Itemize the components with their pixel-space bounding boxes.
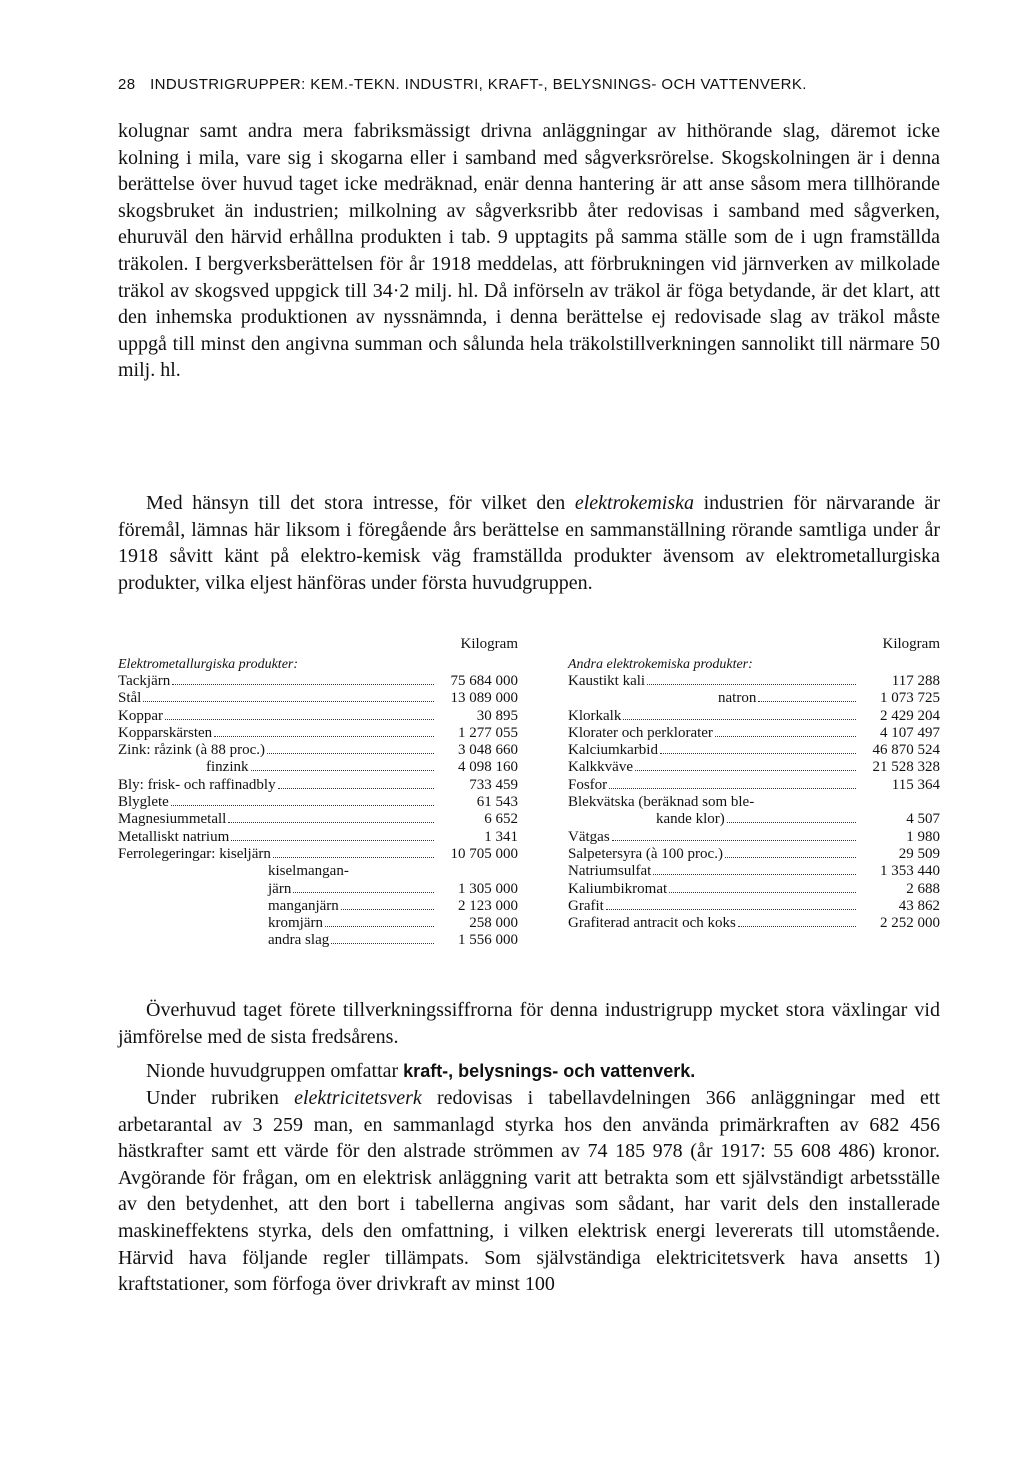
table-row — [118, 777, 518, 794]
table-row — [118, 759, 518, 776]
table-row — [118, 811, 518, 828]
table-row — [118, 881, 518, 898]
row-label: Klorater och perklorater — [568, 724, 713, 741]
table-row — [118, 725, 518, 742]
section-heading: Elektrometallurgiska produkter: — [118, 657, 299, 672]
unit-label: Kilogram — [460, 636, 518, 652]
row-label: Grafit — [568, 897, 604, 914]
row-label: Salpetersyra (à 100 proc.) — [568, 845, 723, 862]
row-value: 115 364 — [891, 776, 940, 793]
row-label: Kalkkväve — [568, 759, 633, 776]
row-label: Grafiterad antracit och koks — [568, 915, 736, 932]
table-row — [568, 708, 940, 725]
table-row — [568, 863, 940, 880]
row-label: Zink: råzink (à 88 proc.) — [118, 742, 266, 759]
paragraph-electrochemical-emphasis: elektrokemiska — [574, 492, 695, 514]
leader-dots — [609, 788, 856, 789]
leader-dots — [727, 822, 856, 823]
leader-dots — [738, 926, 856, 927]
row-label: Stål — [118, 690, 142, 707]
row-label: Kalciumkarbid — [568, 742, 658, 759]
paragraph-electricity-text-a: Under rubriken — [146, 1087, 295, 1109]
row-label: Natriumsulfat — [568, 863, 652, 880]
page-number: 28 — [118, 76, 136, 93]
row-value: 6 652 — [484, 811, 518, 828]
row-value: 1 353 440 — [880, 863, 940, 880]
row-label: andra slag — [268, 932, 330, 949]
table-row — [568, 742, 940, 759]
row-label: kromjärn — [268, 915, 323, 932]
table-row — [118, 915, 518, 932]
leader-dots — [165, 719, 434, 720]
row-value: 46 870 524 — [872, 742, 940, 759]
leader-dots — [635, 770, 856, 771]
table-row — [568, 725, 940, 742]
leader-dots — [251, 770, 435, 771]
table-row — [118, 708, 518, 725]
row-value: 13 089 000 — [450, 690, 518, 707]
table-row — [568, 898, 940, 915]
leader-dots — [231, 840, 434, 841]
row-value: 1 556 000 — [458, 932, 518, 949]
row-value: 1 305 000 — [458, 880, 518, 897]
row-label: Koppar — [118, 707, 163, 724]
leader-dots — [606, 909, 856, 910]
table-row — [118, 829, 518, 846]
table-row — [568, 829, 940, 846]
row-value: 1 277 055 — [458, 724, 518, 741]
row-label: natron — [718, 690, 757, 707]
row-label: kande klor) — [656, 811, 725, 828]
row-value: 61 543 — [476, 794, 518, 811]
row-value: 1 341 — [484, 828, 518, 845]
leader-dots — [172, 684, 434, 685]
leader-dots — [341, 909, 434, 910]
table-row — [568, 915, 940, 932]
table-row — [118, 863, 518, 880]
table-row — [568, 777, 940, 794]
paragraph-ninth-group-bold: kraft-, belysnings- och vattenverk. — [403, 1061, 696, 1081]
row-label: kiselmangan- — [268, 863, 349, 880]
row-value: 733 459 — [469, 776, 518, 793]
row-value: 75 684 000 — [450, 673, 518, 689]
row-value: 29 509 — [898, 845, 940, 862]
leader-dots — [278, 788, 434, 789]
table-row — [118, 673, 518, 690]
paragraph-electrochemical — [118, 490, 940, 596]
paragraph-ninth-group-text: Nionde huvudgruppen omfattar — [146, 1060, 404, 1082]
row-value: 30 895 — [476, 707, 518, 724]
row-value: 21 528 328 — [872, 759, 940, 776]
leader-dots — [715, 736, 856, 737]
running-header — [118, 76, 938, 93]
table-row — [118, 846, 518, 863]
leader-dots — [623, 719, 856, 720]
row-label: Fosfor — [568, 776, 608, 793]
row-label: Blyglete — [118, 794, 169, 811]
row-value: 1 073 725 — [880, 690, 940, 707]
leader-dots — [758, 701, 856, 702]
paragraph-electrochemical-text-b: industrien för närvarande är föremål, lämnas här liksom i föregående års berättelse en sammanställning rörande samtliga under år 1918 såvitt känt på elektro-kemisk väg framställda produkter ävensom av elektrometallurgiska produkter, vilka eljest hänföras under första huvudgruppen. — [118, 492, 940, 594]
leader-dots — [331, 943, 434, 944]
leader-dots — [653, 874, 856, 875]
table-row — [118, 794, 518, 811]
leader-dots — [228, 822, 434, 823]
row-label: Ferrolegeringar: kiseljärn — [118, 845, 271, 862]
row-label: Kaustikt kali — [568, 673, 646, 689]
table-row — [118, 690, 518, 707]
leader-dots — [612, 840, 856, 841]
row-value: 2 252 000 — [880, 915, 940, 932]
leader-dots — [214, 736, 434, 737]
leader-dots — [171, 805, 434, 806]
table-row — [568, 881, 940, 898]
row-value: 2 688 — [906, 880, 940, 897]
leader-dots — [647, 684, 856, 685]
table-row — [568, 690, 940, 707]
leader-dots — [273, 857, 434, 858]
table-row — [568, 673, 940, 690]
row-value: 4 098 160 — [458, 759, 518, 776]
row-value: 1 980 — [906, 828, 940, 845]
row-label: manganjärn — [268, 897, 339, 914]
unit-label: Kilogram — [882, 636, 940, 652]
paragraph-electricity-works — [118, 1085, 940, 1298]
table-row — [568, 759, 940, 776]
row-label: Klorkalk — [568, 707, 622, 724]
row-value: 2 123 000 — [458, 897, 518, 914]
electrometallurgical-table — [118, 636, 518, 950]
row-label: Magnesiummetall — [118, 811, 227, 828]
table-row — [568, 794, 940, 811]
running-title: INDUSTRIGRUPPER: KEM.-TEKN. INDUSTRI, KRAFT-, BELYSNINGS- OCH VATTENVERK. — [150, 76, 807, 93]
paragraph-electrochemical-text-a: Med hänsyn till det stora intresse, för vilket den — [146, 492, 575, 514]
leader-dots — [325, 926, 434, 927]
table-row — [118, 742, 518, 759]
row-label: Kaliumbikromat — [568, 880, 668, 897]
row-value: 2 429 204 — [880, 707, 940, 724]
paragraph-charcoal: kolugnar samt andra mera fabriksmässigt drivna anläggningar av hithörande slag, däremot icke kolning i mila, vare sig i skogarna eller i samband med sågverksrörelse. Skogskolningen är i denna berättelse över huvud taget icke medräknad, enär denna hantering är att anse såsom mera tillhörande skogsbruket än industrien; milkolning av sågverksribb åter redovisas i samband med sågverken, ehuruväl den härvid erhållna produkten i tab. 9 upptagits på samma ställe som de i ugn framställda träkolen. I bergverksberättelsen för år 1918 meddelas, att förbrukningen vid järnverken av milkolade träkol av skogsved uppgick till 34·2 milj. hl. Då införseln av träkol är föga betydande, är det klart, att den inhemska produktionen av nyssnämnda, i denna berättelse ej redovisade slag av träkol måste uppgå till minst den angivna summan och sålunda hela träkolstillverkningen sannolikt till närmare 50 milj. hl. — [118, 120, 940, 382]
production-tables — [118, 636, 940, 986]
leader-dots — [143, 701, 434, 702]
table-row — [568, 846, 940, 863]
leader-dots — [267, 753, 434, 754]
row-label: Bly: frisk- och raffinadbly — [118, 776, 276, 793]
electrochemical-table — [568, 636, 940, 932]
row-label: Vätgas — [568, 828, 610, 845]
table-row — [568, 811, 940, 828]
row-label: Tackjärn — [118, 673, 171, 689]
row-value: 3 048 660 — [458, 742, 518, 759]
paragraph-electricity-emphasis: elektricitetsverk — [294, 1087, 422, 1109]
table-row — [118, 898, 518, 915]
row-value: 10 705 000 — [450, 845, 518, 862]
section-heading: Andra elektrokemiska produkter: — [568, 657, 753, 672]
leader-dots — [660, 753, 856, 754]
row-label: Metalliskt natrium — [118, 828, 230, 845]
table-row — [118, 932, 518, 949]
row-label: Blekvätska (beräknad som ble- — [568, 794, 755, 811]
row-label: järn — [268, 880, 292, 897]
leader-dots — [293, 892, 434, 893]
row-label: Kopparskärsten — [118, 724, 213, 741]
paragraph-ninth-group — [118, 1058, 940, 1085]
paragraph-electricity-text-b: redovisas i tabellavdelningen 366 anläggningar med ett arbetarantal av 3 259 man, en sammanlagd styrka hos den använda primärkraften av 682 456 hästkrafter samt ett värde för den alstrade strömmen av 74 185 978 (år 1917: 55 608 486) kronor. Avgörande för frågan, om en elektrisk anläggning varit att betrakta som ett självständigt arbetsställe av den betydenhet, att den bort i tabellerna angivas som sådant, har varit dels den installerade maskineffektens styrka, dels den omfattning, i vilken elektrisk energi levererats till utomstående. Härvid hava följande regler tillämpats. Som självständiga elektricitetsverk hava ansetts 1) kraftstationer, som förfoga över drivkraft av minst 100 — [118, 1087, 941, 1296]
leader-dots — [669, 892, 856, 893]
paragraph-summary: Överhuvud taget förete tillverkningssiffrorna för denna industrigrupp mycket stora växlingar vid jämförelse med de sista fredsårens. — [118, 999, 940, 1048]
row-value: 43 862 — [898, 897, 940, 914]
row-label: finzink — [206, 759, 249, 776]
row-value: 258 000 — [469, 915, 518, 932]
row-value: 117 288 — [891, 673, 940, 689]
leader-dots — [725, 857, 856, 858]
row-value: 4 107 497 — [880, 724, 940, 741]
row-value: 4 507 — [906, 811, 940, 828]
